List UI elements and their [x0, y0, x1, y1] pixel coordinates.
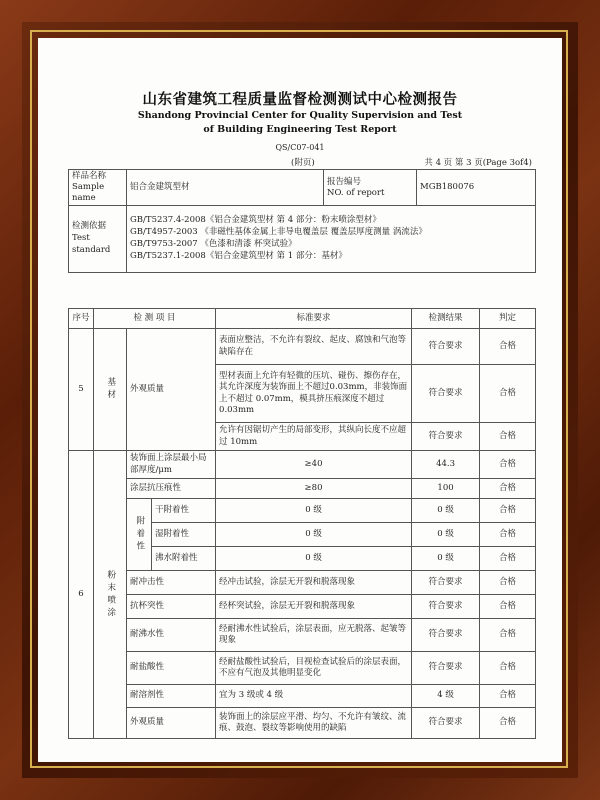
table-row [69, 652, 536, 685]
requirement-cell: 宜为 3 级或 4 级 [216, 685, 412, 708]
report-no-label [324, 170, 417, 206]
standards-list [127, 206, 536, 273]
result-cell: 符合要求 [412, 595, 480, 619]
requirement-cell: 经杯突试验，涂层无开裂和脱落现象 [216, 595, 412, 619]
report-no-label-en: NO. of report [327, 187, 385, 198]
judgement-cell: 合格 [480, 571, 536, 595]
report-title-cn: 山东省建筑工程质量监督检测测试中心检测报告 [142, 91, 458, 108]
sample-name-value: 铝合金建筑型材 [127, 170, 324, 206]
table-row [69, 685, 536, 708]
requirement-cell: 0 级 [216, 547, 412, 571]
standard-item: GB/T5237.4-2008《铝合金建筑型材 第 4 部分：粉末喷涂型材》 [130, 215, 381, 226]
requirement-cell: 经耐沸水性试验后，涂层表面，应无脱落、起皱等现象 [216, 619, 412, 652]
section6-category: 粉末喷涂 [105, 569, 116, 620]
standard-label-cn: 检测依据 [72, 221, 107, 232]
table-row [69, 499, 536, 523]
certificate-paper [38, 38, 562, 762]
sample-name-label [69, 170, 127, 206]
item-cell: 耐盐酸性 [127, 652, 216, 685]
item-cell: 耐冲击性 [127, 571, 216, 595]
standard-item: GB/T9753-2007 《色漆和清漆 杯突试验》 [130, 239, 297, 250]
item-cell: 装饰面上涂层最小局部厚度/μm [127, 451, 216, 479]
item-cell: 耐沸水性 [127, 619, 216, 652]
judgement-cell: 合格 [480, 595, 536, 619]
item-cell: 干附着性 [152, 499, 216, 523]
test-results-table [68, 308, 536, 739]
requirement-cell: 表面应整洁，不允许有裂纹、起皮、腐蚀和气泡等缺陷存在 [216, 329, 412, 365]
item-cell: 沸水附着性 [152, 547, 216, 571]
item-cell: 湿附着性 [152, 523, 216, 547]
judgement-cell: 合格 [480, 685, 536, 708]
result-cell: 符合要求 [412, 571, 480, 595]
section5-category-cell [94, 329, 127, 451]
sample-info-table [68, 169, 536, 273]
result-cell: 符合要求 [412, 365, 480, 423]
table-row [69, 619, 536, 652]
judgement-cell: 合格 [480, 708, 536, 739]
header-no: 序号 [69, 309, 94, 329]
result-cell: 100 [412, 479, 480, 499]
judgement-cell: 合格 [480, 423, 536, 451]
requirement-cell: 经耐盐酸性试验后，目视检查试验后的涂层表面，不应有气泡及其他明显变化 [216, 652, 412, 685]
requirement-cell: ≥80 [216, 479, 412, 499]
judgement-cell: 合格 [480, 619, 536, 652]
report-no-label-cn: 报告编号 [327, 176, 362, 187]
document-code: QS/C07-041 [275, 143, 325, 152]
item-cell: 涂层抗压痕性 [127, 479, 216, 499]
table-row [69, 451, 536, 479]
result-cell: 符合要求 [412, 652, 480, 685]
result-cell: 44.3 [412, 451, 480, 479]
requirement-cell: 0 级 [216, 523, 412, 547]
judgement-cell: 合格 [480, 547, 536, 571]
table-row [69, 479, 536, 499]
standard-label [69, 206, 127, 273]
result-cell: 符合要求 [412, 708, 480, 739]
header-judgement: 判定 [480, 309, 536, 329]
report-title-en-line1: Shandong Provincial Center for Quality Supervision and Test [137, 110, 463, 121]
header-result: 检测结果 [412, 309, 480, 329]
table-header-row [69, 309, 536, 329]
result-cell: 符合要求 [412, 329, 480, 365]
table-row [69, 708, 536, 739]
table-row [69, 329, 536, 365]
result-cell: 符合要求 [412, 619, 480, 652]
attachment-label: (附页) [291, 158, 315, 168]
table-row [69, 571, 536, 595]
standard-label-en: Test standard [72, 233, 111, 256]
result-cell: 符合要求 [412, 423, 480, 451]
result-cell: 0 级 [412, 547, 480, 571]
adhesion-group-cell [127, 499, 152, 571]
section6-no: 6 [69, 451, 94, 739]
sample-info-row [69, 170, 536, 206]
standards-row [69, 206, 536, 273]
judgement-cell: 合格 [480, 499, 536, 523]
table-row [69, 595, 536, 619]
item-cell: 抗杯突性 [127, 595, 216, 619]
sample-name-label-cn: 样品名称 [72, 171, 107, 181]
requirement-cell: ≥40 [216, 451, 412, 479]
result-cell: 4 级 [412, 685, 480, 708]
requirement-cell: 经冲击试验，涂层无开裂和脱落现象 [216, 571, 412, 595]
sample-name-label-en: Sample name [72, 182, 105, 204]
judgement-cell: 合格 [480, 479, 536, 499]
requirement-cell: 允许有因锯切产生的局部变形，其纵向长度不应超过 10mm [216, 423, 412, 451]
result-cell: 0 级 [412, 523, 480, 547]
section5-category: 基材 [105, 377, 116, 402]
result-cell: 0 级 [412, 499, 480, 523]
judgement-cell: 合格 [480, 329, 536, 365]
judgement-cell: 合格 [480, 451, 536, 479]
header-requirement: 标准要求 [216, 309, 412, 329]
section6-category-cell [94, 451, 127, 739]
report-title-en-line2: of Building Engineering Test Report [203, 124, 397, 135]
page-info: 共 4 页 第 3 页(Page 3of4) [424, 158, 532, 168]
judgement-cell: 合格 [480, 523, 536, 547]
requirement-cell: 装饰面上的涂层应平滑、均匀、不允许有皱纹、流痕、鼓泡、裂纹等影响使用的缺陷 [216, 708, 412, 739]
standard-item: GB/T4957-2003 《非磁性基体金属上非导电覆盖层 覆盖层厚度测量 涡流法》 [130, 227, 427, 238]
item-cell: 外观质量 [127, 708, 216, 739]
judgement-cell: 合格 [480, 652, 536, 685]
standard-item: GB/T5237.1-2008《铝合金建筑型材 第 1 部分：基材》 [130, 251, 347, 262]
header-item: 检 测 项 目 [94, 309, 216, 329]
adhesion-group: 附着性 [134, 515, 145, 554]
section5-item: 外观质量 [127, 329, 216, 451]
requirement-cell: 0 级 [216, 499, 412, 523]
section5-no: 5 [69, 329, 94, 451]
judgement-cell: 合格 [480, 365, 536, 423]
report-no-value: MGB180076 [417, 170, 536, 206]
requirement-cell: 型材表面上允许有轻微的压坑、碰伤、擦伤存在，其允许深度为装饰面上不超过0.03mm，非装饰面上不超过 0.07mm，模具挤压痕深度不超过 0.03mm [216, 365, 412, 423]
item-cell: 耐溶剂性 [127, 685, 216, 708]
